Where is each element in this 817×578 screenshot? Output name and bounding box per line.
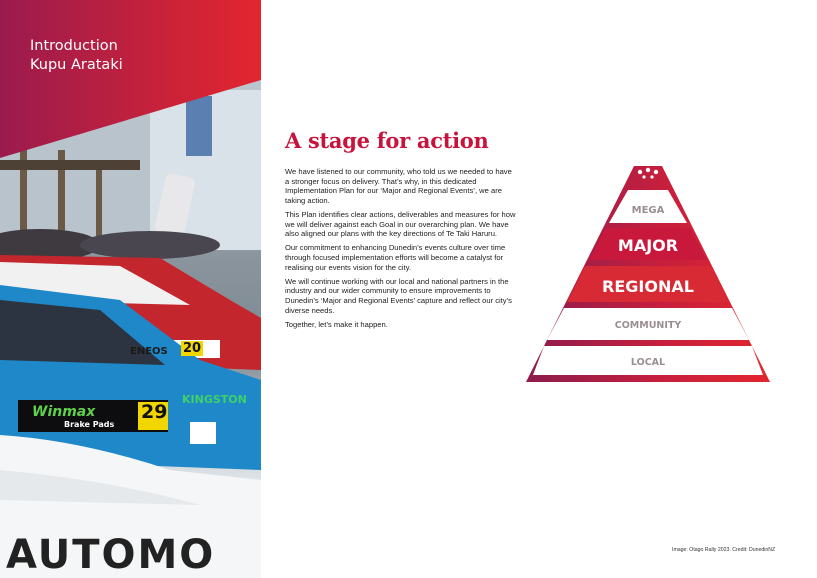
car-number: 29 [141,401,168,423]
section-heading-mi: Kupu Arataki [30,57,123,73]
tier-community-label: COMMUNITY [614,320,682,331]
header-band [0,0,261,170]
paragraph: This Plan identifies clear actions, deliverables and measures for how we will deliver against each Goal in our overarching plan. We have also aligned our plans with the key directions of Te Taki Haruru. [285,209,516,239]
eneos-sign: ENEOS [130,346,168,357]
brake-pads-sign: Brake Pads [64,420,115,429]
tier-mega-label: MEGA [631,205,665,216]
kingston-sign: KINGSTON [182,393,247,406]
paragraph: We have listened to our community, who told us we needed to have a stronger focus on delivery. That’s why, in this dedicated Implementation Plan for our ‘Major and Regional Events’, we are taking action. [285,167,512,205]
page-title: A stage for action [285,128,489,153]
tier-major-label: MAJOR [617,236,679,255]
event-tier-pyramid [524,160,772,386]
body-copy [285,167,517,334]
paragraph: Our commitment to enhancing Dunedin’s events culture over time through focused implementation efforts will become a catalyst for realising our events vision for the city. [285,243,506,272]
tier-local-label: LOCAL [630,357,666,368]
car-number-back: 20 [183,341,202,356]
image-credit: Image: Otago Rally 2023. Credit: DunedinNZ [672,547,776,553]
section-heading [30,37,123,75]
tier-regional-label: REGIONAL [602,277,694,296]
paragraph: Together, let’s make it happen. [285,319,388,329]
paragraph: We will continue working with our local and national partners in the industry and our wider community to ensure improvements to Dunedin’s ‘Major and Regional Events’ capture and reflect our city’s diverse needs. [285,276,512,315]
section-heading-en: Introduction [30,38,118,54]
automo-sign: AUTOMO [6,532,216,578]
winmax-sign: Winmax [32,404,96,420]
